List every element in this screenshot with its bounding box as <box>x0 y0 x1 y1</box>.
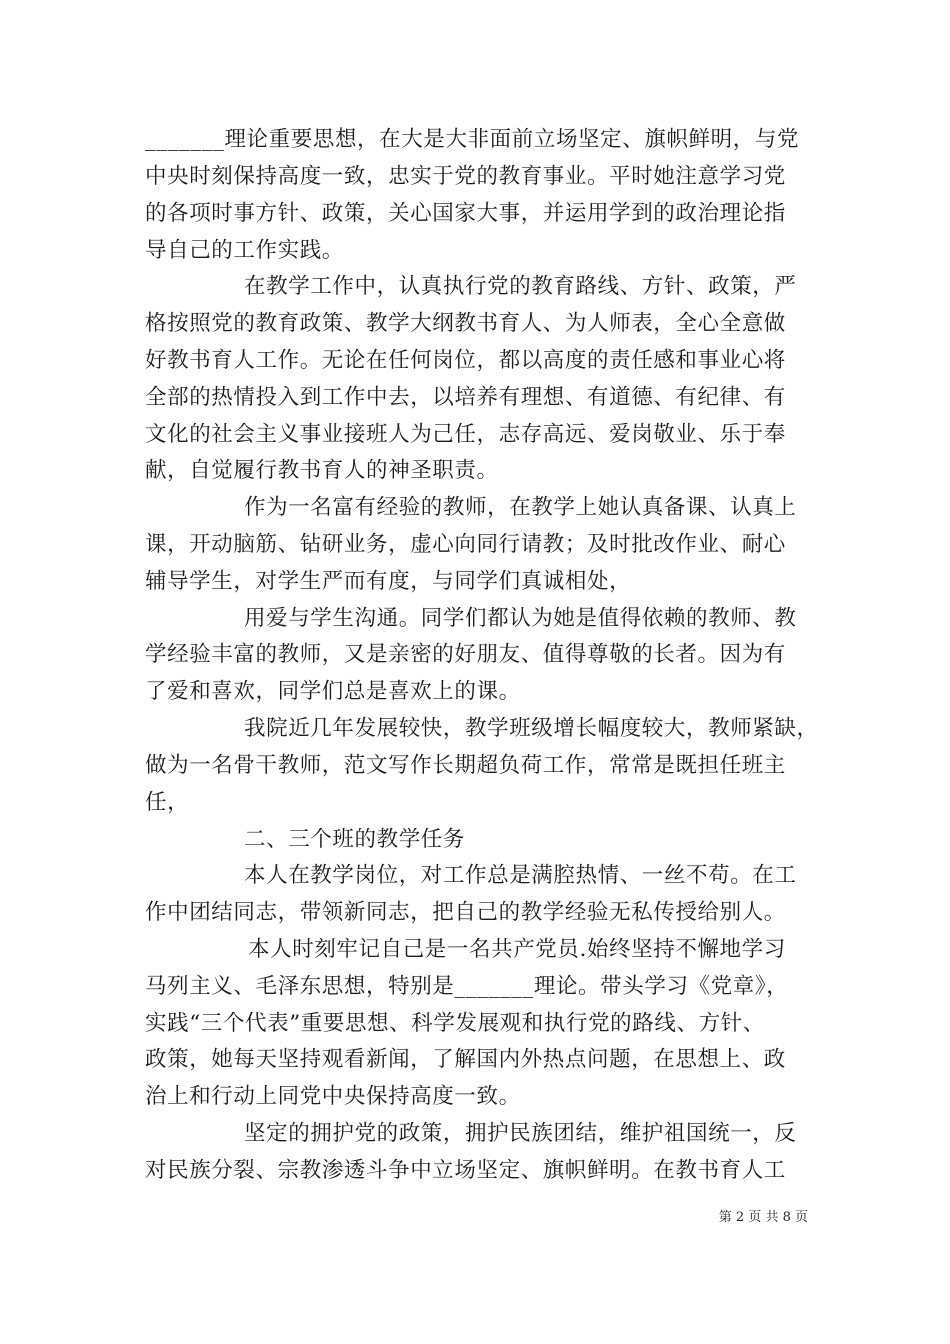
section-heading: 二、三个班的教学任务 <box>244 827 466 852</box>
text-line: 政策，她每天坚持观看新闻，了解国内外热点问题，在思想上、政 <box>145 1047 786 1072</box>
text-line: 对民族分裂、宗教渗透斗争中立场坚定、旗帜鲜明。在教书育人工 <box>145 1158 786 1183</box>
text-line: 课，开动脑筋、钻研业务，虚心向同行请教；及时批改作业、耐心 <box>145 532 786 557</box>
text-line: 导自己的工作实践。 <box>145 238 344 263</box>
text-line: 作中团结同志，带领新同志，把自己的教学经验无私传授给别人。 <box>145 900 786 925</box>
text-line: 好教书育人工作。无论在任何岗位，都以高度的责任感和事业心将 <box>145 348 786 373</box>
text-line: 实践“三个代表”重要思想、科学发展观和执行党的路线、方针、 <box>145 1011 765 1036</box>
text-line: 做为一名骨干教师，范文写作长期超负荷工作，常常是既担任班主 <box>145 753 786 778</box>
text-line: 马列主义、毛泽东思想，特别是_______理论。带头学习《党章》， <box>145 974 789 999</box>
text-line: 了爱和喜欢，同学们总是喜欢上的课。 <box>145 679 521 704</box>
text-line: 的各项时事方针、政策，关心国家大事，并运用学到的政治理论指 <box>145 201 786 226</box>
text-line: 学经验丰富的教师，又是亲密的好朋友、值得尊敬的长者。因为有 <box>145 642 786 667</box>
text-line: 文化的社会主义事业接班人为己任，志存高远、爱岗敬业、乐于奉 <box>145 422 786 447</box>
text-line: 全部的热情投入到工作中去，以培养有理想、有道德、有纪律、有 <box>145 385 786 410</box>
text-line: 在教学工作中，认真执行党的教育路线、方针、政策，严 <box>244 274 797 299</box>
text-line: 用爱与学生沟通。同学们都认为她是值得依赖的教师、教 <box>244 606 797 631</box>
text-line: 作为一名富有经验的教师，在教学上她认真备课、认真上 <box>244 495 797 520</box>
text-line: 本人在教学岗位，对工作总是满腔热情、一丝不苟。在工 <box>244 863 797 888</box>
text-line: 治上和行动上同党中央保持高度一致。 <box>145 1084 521 1109</box>
text-line: 中央时刻保持高度一致，忠实于党的教育事业。平时她注意学习党 <box>145 164 786 189</box>
text-line: 本人时刻牢记自己是一名共产党员.始终坚持不懈地学习 <box>248 937 786 962</box>
text-line: 辅导学生，对学生严而有度，与同学们真诚相处， <box>145 569 632 594</box>
page-number: 第 2 页 共 8 页 <box>718 1210 808 1225</box>
text-line: 格按照党的教育政策、教学大纲教书育人、为人师表，全心全意做 <box>145 311 786 336</box>
text-line: 献，自觉履行教书育人的神圣职责。 <box>145 458 499 483</box>
text-line: 坚定的拥护党的政策，拥护民族团结，维护祖国统一，反 <box>244 1121 797 1146</box>
text-line: 我院近几年发展较快，教学班级增长幅度较大，教师紧缺， <box>244 716 819 741</box>
text-line: 任， <box>145 790 190 815</box>
text-line: _______理论重要思想，在大是大非面前立场坚定、旗帜鲜明，与党 <box>145 127 800 152</box>
